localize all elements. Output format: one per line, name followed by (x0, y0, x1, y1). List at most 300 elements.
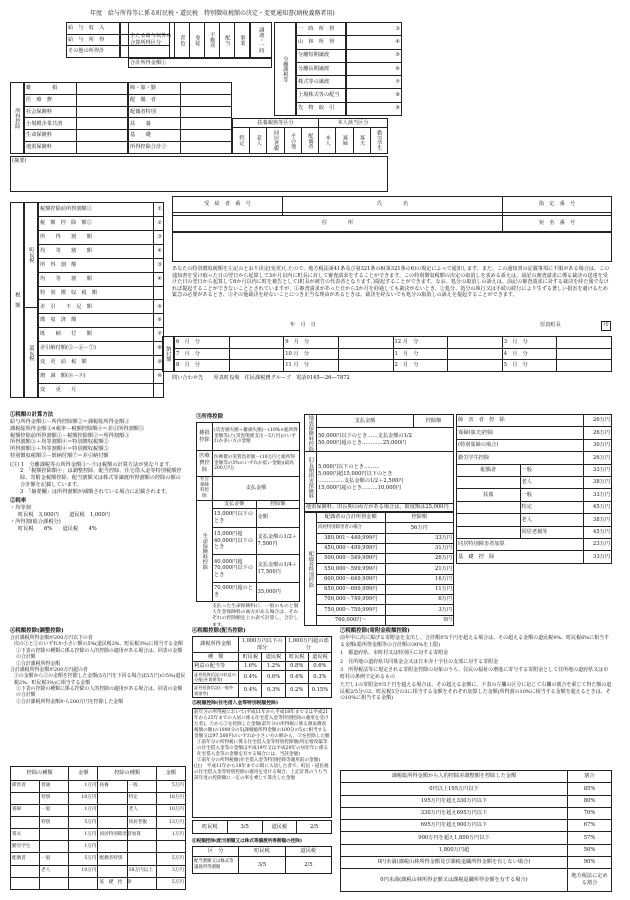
other-ctrl-row (457, 464, 612, 476)
table-cell: 障 害 者 控 除 (457, 415, 584, 427)
table-cell: 3万円 (385, 605, 454, 615)
other-ctrl-row (457, 526, 612, 538)
schedule-amount (448, 348, 503, 360)
dep-col: 特定 (233, 128, 250, 154)
table-cell: 特定 (520, 501, 584, 513)
adj-line: ①の金額から②の金額を控除した金額(5万円を下回る場合は5万円)の5%(道民税2%、町民税3%)に相当する金額 (14, 673, 186, 686)
table-cell: 80% (568, 795, 612, 807)
tax-row (39, 230, 164, 244)
life-head: 支払金額 (213, 500, 257, 508)
table-cell: ④ (154, 244, 164, 258)
ded-label: 扶 養 (129, 118, 181, 130)
table-cell: 勤労学生控除 (457, 452, 584, 464)
table-cell: 12 月 分 (393, 337, 448, 349)
schedule-table (174, 336, 612, 372)
dep-title: 扶養親族等区分 (233, 119, 319, 128)
adj-line: ①下表の控除の種類に係る控除の人的控除の適用がある場合は、同表の金額の合計額 (16, 686, 183, 699)
table-cell: 9 月 分 (284, 337, 339, 349)
schedule-amount (557, 348, 612, 360)
adj-line: 次の①と②のいずれか小さい額の5%(道民税2%、町民税3%)に相当する金額 (14, 641, 183, 648)
table-cell: 特別 (40, 792, 69, 804)
table-cell: 1万円 (156, 829, 185, 841)
schedule-amount (448, 337, 503, 349)
other-ctrl-row (457, 514, 612, 526)
table-cell: 6万円 (385, 595, 454, 605)
table-cell: 同居特別障害者の場合 (317, 523, 386, 533)
total-income-label: 合計所得金額① (129, 59, 272, 68)
calc-line: 給与所得金額①－所得控除額②＝課税総所得金額③ (10, 419, 130, 426)
table-cell (156, 841, 185, 853)
sep-item: 山 林 所 得 (297, 36, 346, 49)
ded-label: 所得控除合計② (129, 142, 181, 154)
table-cell: 老人 (40, 865, 69, 877)
dona-line: 1 都道府県、市町村又は特別区に対する寄附金 (340, 650, 449, 657)
table-cell: 5 月 分 (502, 360, 557, 372)
table-cell (98, 841, 127, 853)
div-cell: 証券投資信託の収益の分配(外貨建等) (193, 670, 239, 683)
table-cell: 一般 (127, 780, 156, 792)
table-cell: 特定 (127, 792, 156, 804)
dona-line: 3 所得税法等に規定される寄附金控除の対象のうち、住民の福祉の増進に寄与する寄附金として住所地の道府県又は市町村の条例で定めるもの (340, 667, 609, 680)
life-cell: 15,000円以下のとき (213, 508, 257, 527)
table-cell: ⑥ (154, 314, 164, 328)
div-cell: 0.4% (239, 670, 262, 683)
quake-head: 控除額 (414, 415, 454, 428)
seal-mark: 印 (601, 321, 611, 331)
table-cell: 10万円 (69, 865, 98, 877)
ded-label: 障・寡・勤 (129, 83, 181, 95)
div-cell: 0.4% (285, 670, 308, 683)
table-cell: 600,000～649,999円 (317, 574, 386, 584)
ded-label: 基 礎 (129, 130, 181, 142)
house-rate: 3/5 (227, 821, 262, 834)
table-cell: 26万円 (584, 415, 612, 427)
table-cell: 控除額 (385, 513, 454, 523)
table-cell (98, 792, 127, 804)
table-cell: 寡夫 (11, 829, 40, 841)
adj-line: ②合計課税所得金額 (16, 660, 61, 667)
dep-col: 勤労学生 (370, 128, 387, 154)
sep-num: ⑥ (347, 62, 402, 75)
name-label: 氏 名 (283, 197, 503, 213)
table-cell (69, 877, 98, 889)
salary-income-label: 給 与 収 入 (67, 23, 120, 35)
other-ctrl-table (456, 414, 612, 564)
house-rate: 道民税 (262, 821, 297, 834)
other-ctrl-row (457, 427, 612, 439)
spouse-row (305, 605, 454, 615)
house-rate-table (192, 820, 332, 834)
ctrl-label: 医療費控除 (197, 451, 213, 477)
dep-col: 配偶者 (301, 128, 318, 154)
div-sub: 道民税 (308, 653, 331, 662)
house-line: 前年分の所得税において(平成11年から平成18年まで又は平成21年から25年までの入居に係る住宅借入金等特別控除の適用を受けた者)、①から②を控除した金額(前年分の所得税に係る源泉徴収税額の額)の1000分の5(課税総所得金額の100分の5)に相当する金額又は97,500円のいずれか小さい方の額から、②を控除した額 (194, 710, 330, 739)
table-cell: 50% (568, 844, 612, 856)
table-cell: 0円未満(課税山林所得金額及び課税退職所得金額を有しない場合) (341, 856, 568, 868)
dona-line: 前年中に次に掲げる寄附金を支出し、合計額が5千円を超える場合は、その超える金額の道民税4%、町民税6%に相当する金額(総所得金額等の合計額の30%を上限) (340, 635, 610, 648)
table-cell: 割合 (568, 771, 612, 783)
ded-label: 小規模企業共済 (25, 118, 77, 130)
table-cell: 8 月 分 (175, 360, 230, 372)
addressee-number-label: 宛 名 番 号 (503, 215, 612, 231)
other-ctrl-row (457, 501, 612, 513)
table-cell: 67% (568, 820, 612, 832)
table-cell: ③ (154, 258, 164, 272)
adj-table (10, 766, 186, 890)
table-cell (457, 514, 521, 526)
quake-table (304, 414, 454, 510)
table-cell: ⑨ (154, 356, 164, 370)
deduction-left (24, 82, 128, 154)
sep-num: ④ (347, 36, 402, 49)
table-cell: 23万円 (584, 539, 612, 551)
table-cell: ⑦ (154, 328, 164, 342)
flag-transfer: 譲渡・一時 (251, 23, 272, 58)
schedule-amount (338, 348, 393, 360)
calc-note: 2 「税額控除額④」は調整控除、配当控除、住宅借入金等特別税額控除、寄附金税額控除、配当割額又は株式等譲渡所得割額の控除の額の合計額を記載しています。 (20, 468, 182, 488)
table-cell: 基 礎 控 除 (457, 551, 584, 564)
designation-label: 指 定 番 号 (503, 197, 612, 213)
tax-row (39, 342, 164, 356)
div-cell: 0.6% (308, 662, 331, 671)
table-cell: 配偶者 (11, 853, 40, 865)
other-ctrl-row (457, 489, 612, 501)
house-line: ①前年分の所得税に係る住宅借入金等特別控除額(特定増改築等の住宅借入金等の金額は平成19年又は平成20年の居住年に係る住宅借入金等の金額を有する場合には、当該金額) (197, 739, 329, 757)
dona-line: ただし1の寄附金が5千円を超える場合は、その超える金額に、下表の左欄の区分に応じて右欄の割合を乗じて得た額の道民税2/5分の2、町民税5分の3に相当する金額をそれぞれ加算した金額(所得割の10%に相当する金額を超えるときは、その10%に相当する金額) (340, 682, 612, 702)
table-cell: ① (154, 203, 164, 217)
table-cell: 税額控除前所得割額① (39, 203, 154, 217)
tax-side-pref: 道民税 (25, 308, 38, 398)
table-cell: 33万円 (584, 489, 612, 501)
table-cell (98, 804, 127, 816)
adj-row (11, 877, 186, 889)
life-cell: 40,000円超70,000円以下のとき (213, 555, 257, 583)
other-ctrl-row (457, 477, 612, 489)
table-cell: 控除の種類 (98, 767, 156, 781)
table-cell: 勤労学生 (11, 841, 40, 853)
div-head: 1,000万円以下の部分 (239, 637, 285, 653)
share-cell: 配当割額又は株式等譲渡所得割額 (193, 857, 239, 874)
schedule-amount (338, 337, 393, 349)
tax-row (39, 203, 164, 217)
table-cell: 750,000～759,999円 (317, 605, 386, 615)
schedule-amount (338, 360, 393, 372)
table-cell: 扶養 (98, 780, 127, 792)
adj-section (10, 628, 186, 778)
adj-line: 合計課税所得金額が200万円超の者 (10, 666, 88, 673)
table-cell: 57% (568, 832, 612, 844)
table-cell (40, 829, 69, 841)
old-row: ……………支払金額の1/2＋2,500円 (318, 477, 404, 484)
sep-item: 一 時 所 得 (297, 23, 346, 36)
life-cell: 15,000円超40,000円以下のとき (213, 527, 257, 555)
div-sub: 道民税 (262, 653, 285, 662)
table-cell: 変 更 月 (39, 383, 154, 397)
flag-dividend: 配当 (220, 23, 235, 58)
table-cell: 徴 収 済 額 (39, 314, 154, 328)
quake-row: 50,000円以下のとき……支払金額の1/2 (318, 432, 412, 439)
table-cell: 老人 (520, 477, 584, 489)
table-cell: 税 額 控 除 額② (39, 216, 154, 230)
notice-date: 年 月 日 (290, 322, 316, 328)
div-cell: 1.2% (262, 662, 285, 671)
table-cell: 760,000円～ (317, 615, 386, 625)
calc-line: 所得割額③＋均等割額④＝特別徴収税額⑤ (10, 446, 109, 453)
tax-side (24, 202, 38, 398)
other-ctrl-row (457, 439, 612, 451)
dep-col: 同居老親 (267, 128, 284, 154)
div-cell: 0.6% (262, 670, 285, 683)
table-cell: 10万円 (69, 792, 98, 804)
table-cell: 11 月 分 (284, 360, 339, 372)
dep-col: その他 (284, 128, 301, 154)
life-cell: 金額 (256, 508, 300, 527)
share-cell: 2/5 (285, 857, 331, 874)
share-title: ⑥税額控除(配当割額又は株式等譲渡所得割額の控除) (192, 839, 303, 844)
table-cell: 650,000～699,999円 (317, 584, 386, 594)
separate-income-list (296, 22, 346, 116)
calc-method (10, 412, 185, 572)
table-cell: 33万円 (385, 533, 454, 543)
table-cell: 扶養 (457, 489, 521, 501)
tax-side-town: 町民税 (25, 203, 38, 308)
self-title: 本人該当区分 (319, 119, 388, 128)
table-cell: 障害者 (11, 780, 40, 792)
table-cell: 均 等 割 額 (39, 244, 154, 258)
rate-line: ・均等割 (10, 505, 31, 512)
separate-tax-label: 分離課税等 (275, 23, 296, 116)
life-note: 支払った生命保険料に、一般のものと個人年金保険料の両方がある場合は、それぞれの控除額を上の表で計算し、合計します。 (212, 604, 299, 628)
donation-row (341, 795, 612, 807)
div-title: ④税額控除(配当控除) (192, 628, 246, 634)
tax-row (39, 258, 164, 272)
div-sub: 町民税 (239, 653, 262, 662)
house-rate: 2/5 (297, 821, 332, 834)
table-cell: 所 得 割 額 (39, 258, 154, 272)
life-head: 控除額 (256, 500, 300, 508)
ctrl-label: 雑損控除 (197, 423, 213, 451)
tax-row (39, 244, 164, 258)
dependent-table (232, 118, 388, 154)
calc-line: 所得割額③＋均等割額④＝特別徴収税額⑤ (10, 439, 109, 446)
dep-col: 寡夫 (353, 128, 370, 154)
table-cell: 18万円 (156, 792, 185, 804)
table-cell: 0円 (385, 615, 454, 625)
sep-num: ⑦ (347, 76, 402, 89)
tax-side-label: 税 額 (11, 203, 24, 398)
adj-line: ①下表の控除の種類に係る控除の人的控除の適用がある場合は、同表の金額の合計額 (16, 647, 183, 661)
div-sub: 種 類 (193, 653, 239, 662)
house-box (192, 708, 332, 818)
donation-table (340, 770, 612, 892)
sep-num: ⑧ (347, 89, 402, 102)
spouse-row (305, 533, 454, 543)
dep-col: 寡婦 (336, 128, 353, 154)
quake-label: 地震保険料控除 (305, 415, 317, 452)
donation-section (340, 628, 612, 766)
table-cell: 7 月 分 (175, 348, 230, 360)
old-row: 5,000円以下のとき……… (318, 464, 380, 471)
tax-row (39, 383, 164, 397)
table-cell (11, 877, 40, 889)
div-cell: 0.8% (285, 662, 308, 671)
schedule-row (175, 360, 612, 372)
schedule-amount (229, 337, 284, 349)
table-cell: 695万円を超え900万円以下 (341, 820, 568, 832)
table-cell: 1,800万円超 (341, 844, 568, 856)
table-cell: 26万円 (584, 427, 612, 439)
table-cell (98, 816, 127, 828)
adj-row (11, 865, 186, 877)
ded-label: 地震保険料 (25, 142, 77, 154)
table-cell: 1万円 (69, 780, 98, 792)
div-cell: 1.6% (239, 662, 262, 671)
remarks-box (10, 156, 388, 192)
ded-label: 雑 損 (25, 83, 77, 95)
calc-line: 課税総所得金額③×税率－税額控除額④＝差引所得割額⑤ (10, 425, 145, 432)
old-row: 5,000円超15,000円以下のとき (318, 471, 393, 478)
adj-row (11, 841, 186, 853)
flag-business: 事業 (235, 23, 250, 58)
adj-row (11, 853, 186, 865)
table-cell: 所 得 割 額 (39, 230, 154, 244)
tax-row (39, 216, 164, 230)
table-cell: 450,000～499,999円 (317, 543, 386, 553)
house-rate: 町民税 (193, 821, 228, 834)
table-cell: 6 月 分 (175, 337, 230, 349)
life-label: 生命保険料控除 (197, 500, 213, 601)
table-cell: 5万円 (156, 853, 185, 865)
income-mid (128, 22, 250, 58)
table-cell: 30万円 (584, 439, 612, 451)
table-cell (40, 877, 69, 889)
table-cell (127, 853, 156, 865)
life-cell: 支払金額の1/2＋7,500円 (256, 527, 300, 555)
table-cell: 2 月 分 (393, 360, 448, 372)
table-cell: 同居老親等 (520, 526, 584, 538)
ded-label: 社会保険料 (25, 106, 77, 118)
life-cell: 35,000円 (256, 583, 300, 602)
table-cell (127, 841, 156, 853)
table-cell: 380,001～449,999円 (317, 533, 386, 543)
table-cell: 10万円 (156, 804, 185, 816)
rate-val: 町民税 6% (18, 525, 53, 532)
spouse-row (305, 574, 454, 584)
page-title: 年度 給与所得等に係る町民税・道民税 特別徴収税額の決定・変更通知書(納税義務者用) (90, 10, 335, 17)
table-cell (98, 865, 127, 877)
table-cell: 85% (568, 783, 612, 795)
table-cell: 16万円 (385, 574, 454, 584)
table-cell: 一般 (40, 853, 69, 865)
calc-note: (注) 1 分離課税等の所得金額③～⑨は税額の計算方法が異なります。 (10, 461, 175, 468)
share-head: 町民税 (239, 847, 285, 857)
table-cell (154, 286, 164, 300)
table-cell: 5万円 (69, 853, 98, 865)
donation-row (341, 807, 612, 819)
calc-note: 3 「摘要欄」は所得割額が減額されている場合に記載されます。 (20, 488, 171, 495)
income-table (66, 22, 120, 58)
adj-row (11, 829, 186, 841)
div-head: 課税所得金額 (193, 637, 239, 653)
schedule-amount (557, 337, 612, 349)
quake-head: 支払金額 (317, 415, 414, 428)
ctrl-label: 社会保険料控除 (197, 477, 213, 501)
table-cell: 金額 (69, 767, 98, 781)
other-ctrl-row (457, 539, 612, 551)
table-cell: ⑤ (154, 300, 164, 314)
old-row: 15,000円超のとき………10,000円 (318, 484, 401, 491)
sep-item: 上場株式等の配当 (297, 89, 346, 102)
table-cell (154, 383, 164, 397)
adj-row (11, 816, 186, 828)
table-cell: 38万円 (584, 477, 612, 489)
spouse-row (305, 595, 454, 605)
table-cell (457, 501, 521, 513)
mayor-name: 厚真町長 (540, 322, 561, 328)
sep-item: 株式等の譲渡 (297, 76, 346, 89)
table-cell (457, 477, 521, 489)
notice-text: あなたの特別徴収税額を左記のとおり決定(変更)したので、地方税法第41条及び第321条の6(第321条の6)の規定によって通知します。また、この通知書の記載事項に不服がある場合は、この通知書を受け取った日の翌日から起算して3か月以内に町長に対して審査請求をすることができます。この特別徴収税額の決定の取消しを求める訴えは、前記の審査請求に係る裁決の送達を受けた日の翌日から起算して6か月以内に町を被告として(町長が被告の代表者となります。)提起することができます。なお、処分の取消しの訴えは、前記の審査請求に対する裁決を経た後でなければ提起することができないこととされていますが、①審査請求があった日から3か月を経過しても裁決がないとき、②処分、処分の執行又は手続の続行により生ずる著しい損害を避けるため緊急の必要があるとき、③その他裁決を経ないことにつき正当な理由があるときは、裁決を経ないでも処分の取消しの訴えを提起することができます。 (172, 266, 610, 299)
deduction-side-label: 所得控除 (11, 83, 24, 154)
table-cell: 普通 (40, 780, 69, 792)
ctrl-table (196, 422, 300, 602)
table-cell: 45万円 (584, 501, 612, 513)
dep-col: 本人 (319, 128, 336, 154)
table-cell: 配偶者特別控除 (305, 513, 317, 626)
table-cell: 33万円 (584, 551, 612, 564)
adj-row (11, 804, 186, 816)
table-cell: 増 減 額(⑧－⑨) (39, 370, 154, 384)
table-cell: 1万円 (69, 804, 98, 816)
dona-title: ⑦税額控除(寄附金税額控除) (340, 628, 410, 634)
table-cell: 1 月 分 (393, 348, 448, 360)
div-table (192, 636, 332, 698)
table-cell (11, 865, 40, 877)
table-cell: 13万円 (156, 816, 185, 828)
table-cell: ⑩ (154, 370, 164, 384)
table-cell: 基 礎 控 除 (98, 877, 127, 889)
table-cell: 寡婦(寡夫)控除 (457, 427, 584, 439)
table-cell: 45万円 (584, 526, 612, 538)
table-cell: ② (154, 216, 164, 230)
table-cell: 3 月 分 (502, 337, 557, 349)
table-cell: ③ (154, 230, 164, 244)
address-label: 住 所 (173, 215, 503, 231)
table-cell: 10 月 分 (284, 348, 339, 360)
div-cell: 利益の配当等 (193, 662, 239, 671)
div-cell: 0.4% (239, 684, 262, 698)
table-cell: 一般 (520, 489, 584, 501)
remarks-label: (摘要) (12, 158, 27, 164)
donation-row (341, 856, 612, 868)
table-cell: 同居特別障害者加算 (98, 829, 127, 841)
table-cell: 一般 (40, 804, 69, 816)
house-line: ②前年分の所得税額(住宅借入金等特別控除等適用前の金額) (197, 757, 321, 763)
spouse-row (305, 584, 454, 594)
donation-row (341, 844, 612, 856)
table-cell: 550,000～599,999円 (317, 564, 386, 574)
table-cell: 5万円 (69, 816, 98, 828)
tax-rows (38, 202, 164, 398)
schedule-amount (229, 348, 284, 360)
house-note: (注) 平成11年から18年までの間に入居した者で、町民・道民税の住宅借入金等特別控除の適用を受ける場合、上記計算のうち当該年度の控除額に一定の率を乗じて算出した金額 (194, 763, 329, 781)
table-cell: 差引納付額(⑤－⑥－⑦) (39, 342, 154, 356)
table-cell: 700,000～749,999円 (317, 595, 386, 605)
table-cell: 均 等 割 額 (39, 272, 154, 286)
table-cell: ④ (154, 272, 164, 286)
tax-row (39, 328, 164, 342)
table-cell: 11万円 (385, 584, 454, 594)
